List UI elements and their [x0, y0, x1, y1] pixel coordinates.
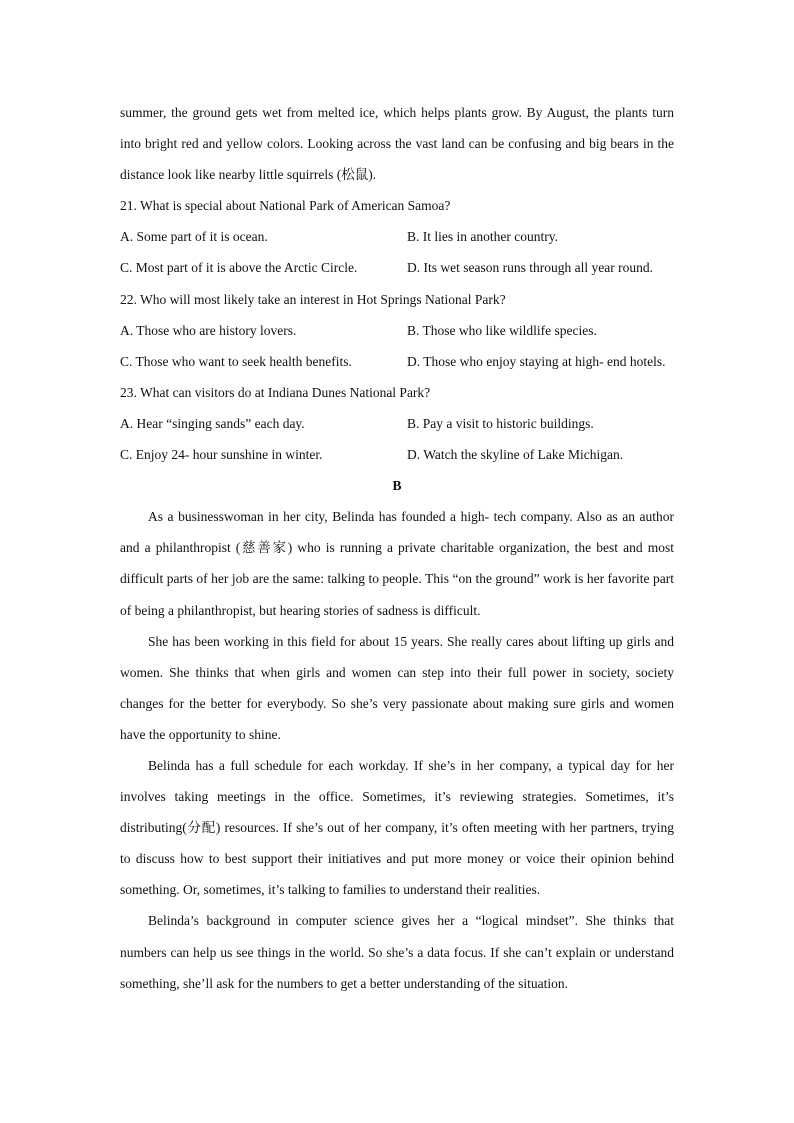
question-stem: 21. What is special about National Park of American Samoa? — [120, 198, 451, 214]
question-21 — [120, 190, 674, 283]
option-a: A. Hear “singing sands” each day. — [120, 415, 305, 431]
option-c: C. Those who want to seek health benefits. — [120, 353, 352, 369]
option-b: B. Pay a visit to historic buildings. — [407, 415, 594, 431]
option-b: B. Those who like wildlife species. — [407, 322, 597, 338]
question-22 — [120, 284, 674, 377]
option-d: D. Watch the skyline of Lake Michigan. — [407, 447, 624, 463]
document-body — [120, 97, 674, 999]
options-row — [120, 439, 674, 470]
section-b-paragraph-1: As a businesswoman in her city, Belinda has founded a high- tech company. Also as an author and a philanthropist (慈善家) who is running a private charitable organization, the best and most difficult parts of her job are the same: talking to people. This “on the ground” work is her favorite part of being a philanthropist, but hearing stories of sadness is difficult. — [120, 509, 674, 618]
options-row — [120, 221, 674, 252]
section-b-heading: B — [392, 478, 402, 494]
section-a-tail-paragraph: summer, the ground gets wet from melted ice, which helps plants grow. By August, the plants turn into bright red and yellow colors. Looking across the vast land can be confusing and big bears in the distance look like nearby little squirrels (松鼠). — [120, 105, 674, 183]
option-c: C. Enjoy 24- hour sunshine in winter. — [120, 447, 323, 463]
option-a: A. Those who are history lovers. — [120, 322, 297, 338]
option-a: A. Some part of it is ocean. — [120, 229, 268, 245]
question-stem: 23. What can visitors do at Indiana Dunes National Park? — [120, 384, 431, 400]
option-c: C. Most part of it is above the Arctic Circle. — [120, 260, 358, 276]
option-d: D. Its wet season runs through all year round. — [407, 260, 653, 276]
options-row — [120, 315, 674, 346]
question-23 — [120, 377, 674, 470]
option-d: D. Those who enjoy staying at high- end hotels. — [407, 353, 666, 369]
section-b-paragraph-3: Belinda has a full schedule for each workday. If she’s in her company, a typical day for her involves taking meetings in the office. Sometimes, it’s reviewing strategies. Sometimes, it’s distributing(分配) resources. If she’s out of her company, it’s often meeting with her partners, trying to discuss how to best support their initiatives and put more money or voice their opinion behind something. Or, sometimes, it’s talking to families to understand their realities. — [120, 757, 674, 898]
section-b-paragraph-2: She has been working in this field for about 15 years. She really cares about lifting up girls and women. She thinks that when girls and women can step into their full power in society, society changes for the better for everybody. So she’s very passionate about making sure girls and women have the opportunity to shine. — [120, 633, 674, 742]
question-stem: 22. Who will most likely take an interest in Hot Springs National Park? — [120, 291, 506, 307]
section-b-paragraph-4: Belinda’s background in computer science gives her a “logical mindset”. She thinks that numbers can help us see things in the world. So she’s a data focus. If she can’t explain or understand something, she’ll ask for the numbers to get a better understanding of the situation. — [120, 913, 674, 991]
option-b: B. It lies in another country. — [407, 229, 558, 245]
options-row — [120, 408, 674, 439]
options-row — [120, 346, 674, 377]
options-row — [120, 252, 674, 283]
